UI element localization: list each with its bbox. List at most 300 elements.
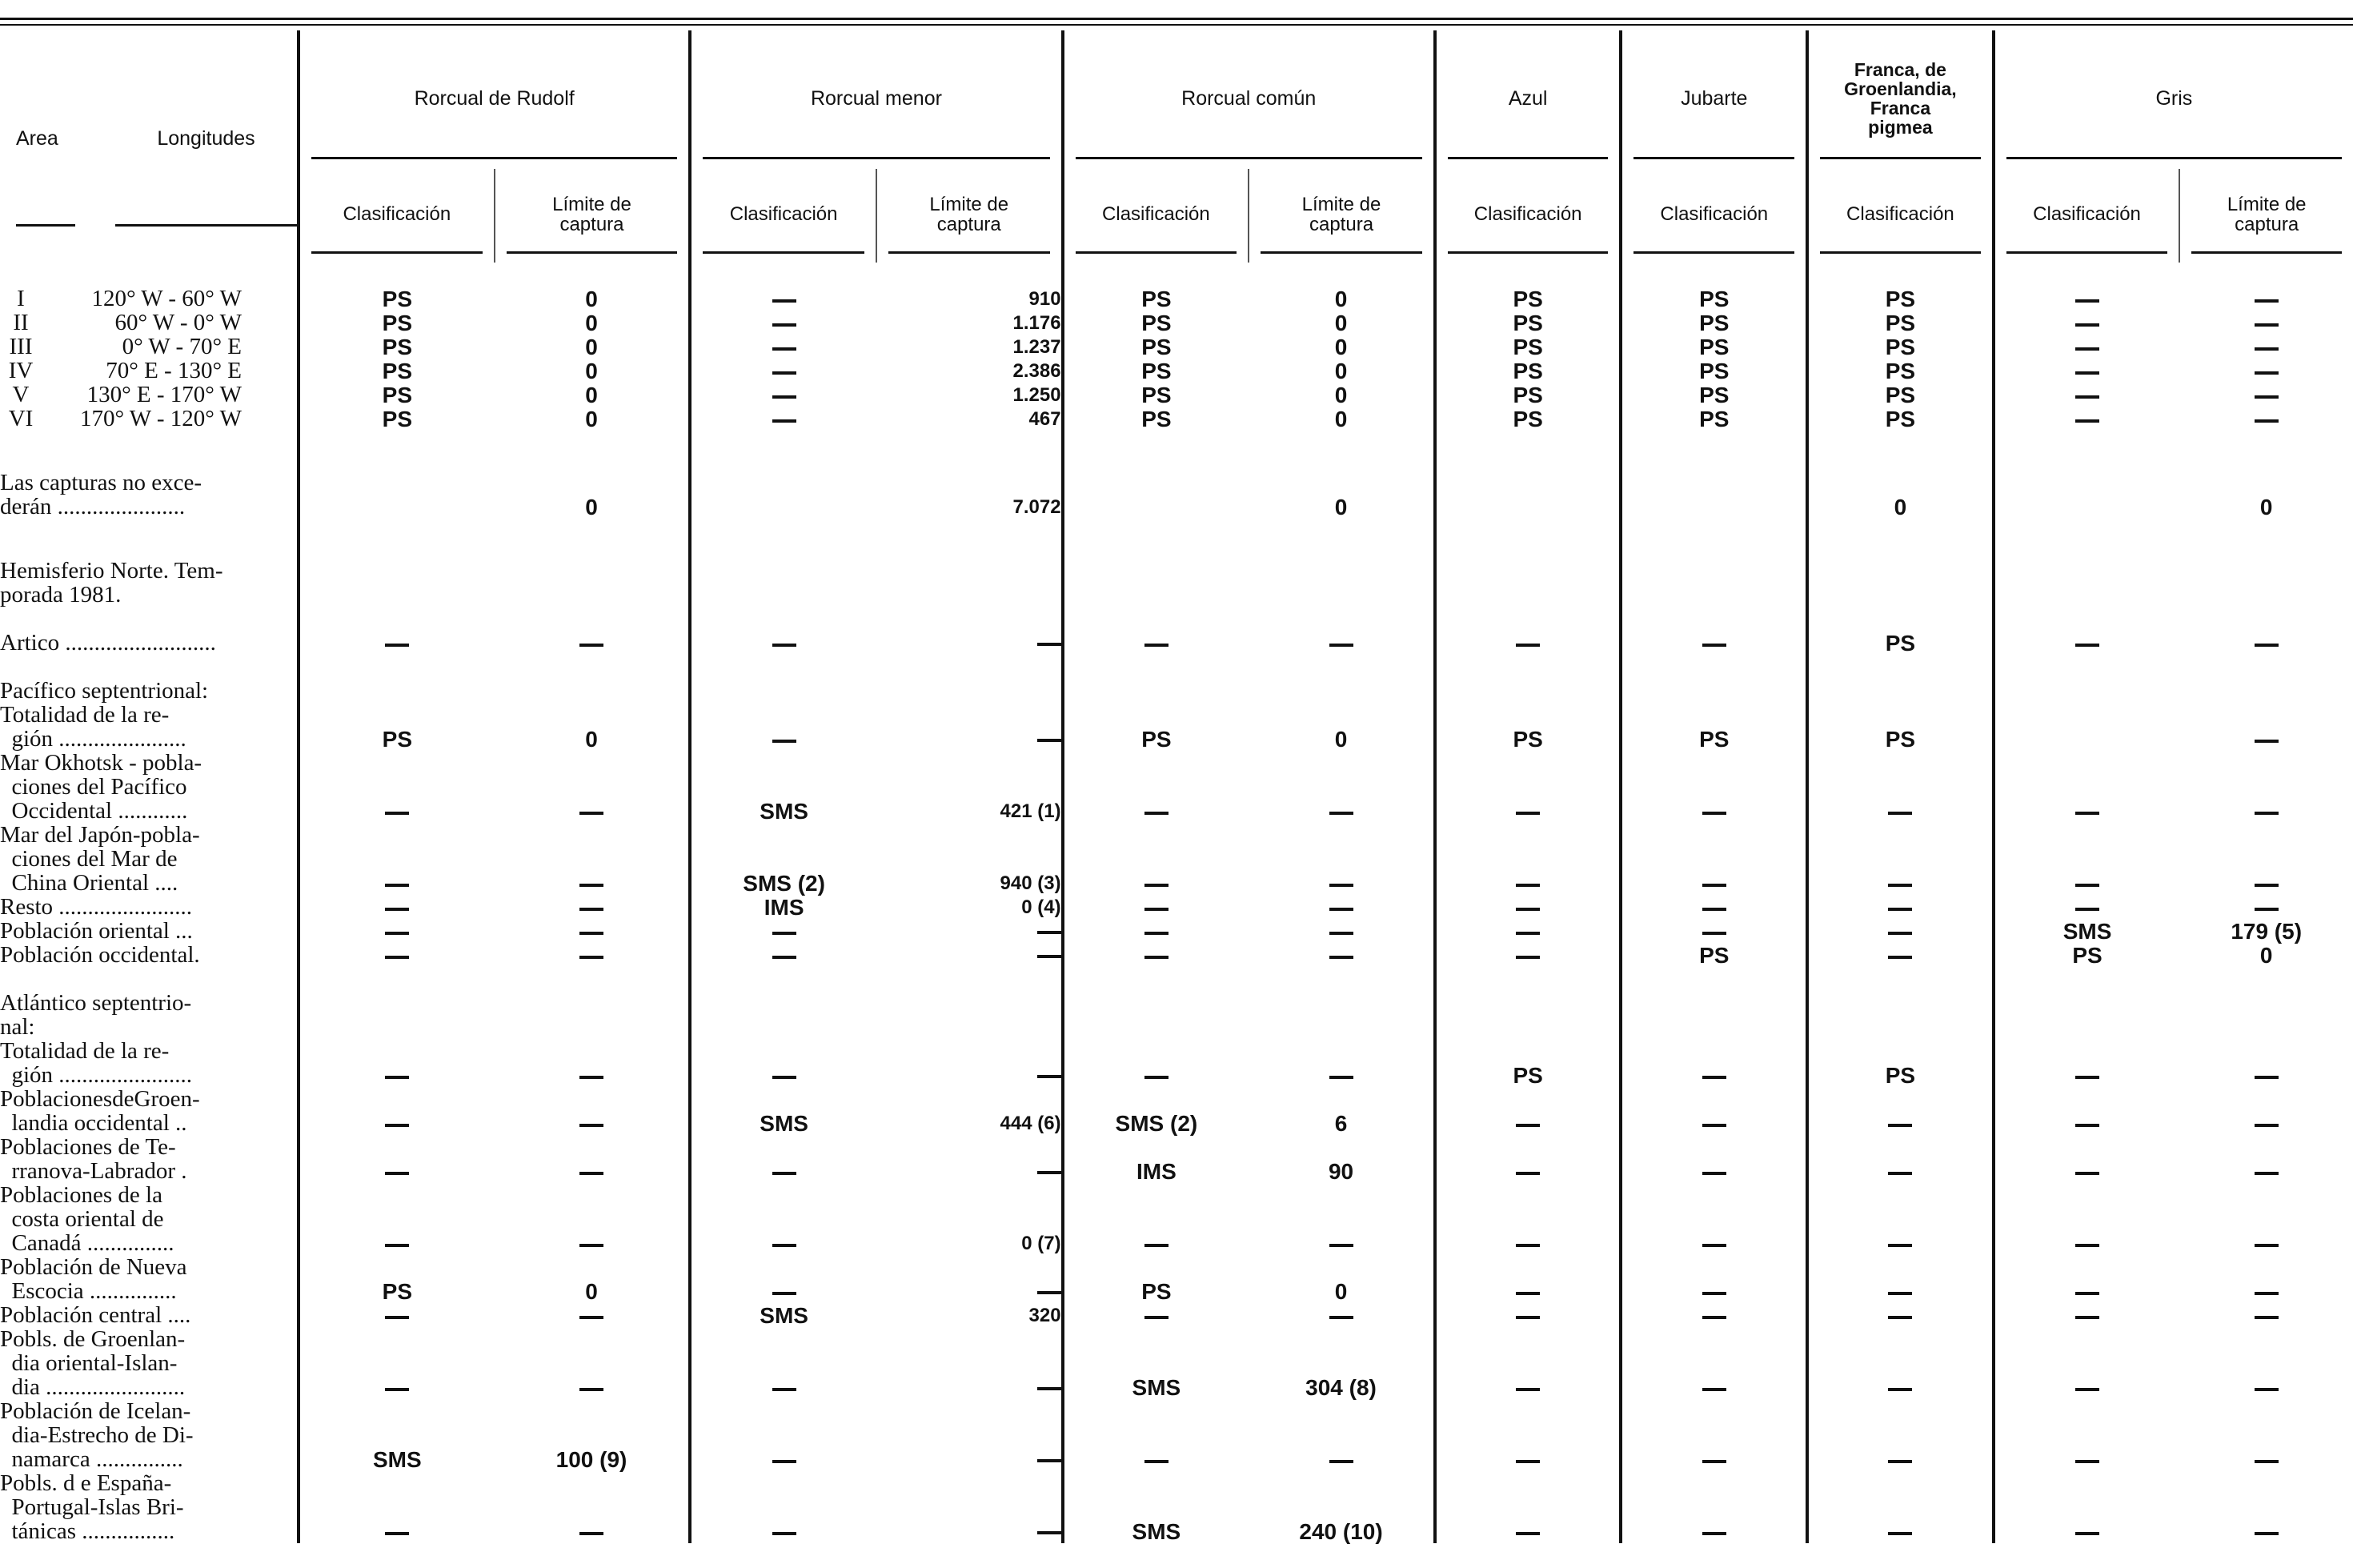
sub-lim-3: Límite de captura bbox=[1249, 169, 1435, 263]
empty-cell bbox=[1063, 967, 1249, 1039]
table-cell: PS bbox=[1063, 287, 1249, 311]
table-cell bbox=[876, 607, 1063, 655]
table-cell bbox=[1994, 359, 2180, 383]
table-cell bbox=[690, 431, 876, 519]
table-cell: IMS bbox=[690, 895, 876, 919]
dash-mark bbox=[1037, 1531, 1061, 1534]
table-cell bbox=[1063, 1399, 1249, 1471]
table-cell: PS bbox=[299, 359, 495, 383]
dash-mark bbox=[1888, 884, 1912, 887]
empty-cell bbox=[1994, 967, 2180, 1039]
dash-mark bbox=[2255, 644, 2279, 647]
table-cell bbox=[1435, 1087, 1621, 1135]
row-label: Resto ....................... bbox=[0, 894, 193, 920]
table-cell: PS bbox=[299, 1255, 495, 1303]
table-cell bbox=[1435, 607, 1621, 655]
dash-mark bbox=[1144, 908, 1168, 911]
table-cell bbox=[495, 1327, 691, 1399]
dash-mark bbox=[2255, 323, 2279, 327]
table-cell bbox=[1994, 431, 2180, 519]
table-cell bbox=[1435, 1327, 1621, 1399]
table-cell bbox=[1063, 431, 1249, 519]
dash-mark bbox=[385, 1532, 409, 1535]
table-row bbox=[0, 1327, 2353, 1399]
table-cell: 0 bbox=[585, 407, 598, 431]
table-cell bbox=[1994, 1039, 2180, 1087]
table-cell: PS bbox=[1063, 335, 1249, 359]
dash-mark bbox=[579, 908, 603, 911]
table-cell: 0 bbox=[585, 287, 598, 311]
table-row bbox=[0, 943, 2353, 967]
table-cell bbox=[495, 1303, 691, 1327]
dash-mark bbox=[772, 347, 796, 351]
dash-mark bbox=[1037, 955, 1061, 958]
table-cell bbox=[1994, 751, 2180, 823]
empty-cell bbox=[1249, 519, 1435, 607]
table-cell: PS bbox=[1807, 335, 1994, 359]
table-cell bbox=[495, 607, 691, 655]
table-cell: PS bbox=[1807, 311, 1994, 335]
dash-mark bbox=[2255, 884, 2279, 887]
table-cell bbox=[495, 1471, 691, 1543]
row-label: Totalidad de la re- gión ...................... bbox=[0, 702, 186, 752]
table-cell bbox=[1249, 919, 1435, 943]
table-cell bbox=[1621, 1183, 1807, 1255]
area-roman: III bbox=[9, 334, 33, 359]
table-cell bbox=[299, 919, 495, 943]
spacer-row bbox=[0, 263, 2353, 287]
table-cell: 0 bbox=[1334, 335, 1348, 359]
table-cell bbox=[495, 823, 691, 895]
dash-mark bbox=[772, 323, 796, 327]
table-cell bbox=[1621, 919, 1807, 943]
dash-mark bbox=[1888, 956, 1912, 959]
table-cell: 0 bbox=[1334, 495, 1348, 519]
longitude-range: 170° W - 120° W bbox=[79, 406, 242, 431]
table-cell: 940 (3) bbox=[1000, 872, 1061, 894]
table-cell bbox=[1807, 919, 1994, 943]
dash-mark bbox=[385, 1076, 409, 1079]
dash-mark bbox=[1516, 812, 1540, 815]
table-cell bbox=[2179, 335, 2353, 359]
table-cell bbox=[1249, 1039, 1435, 1087]
dash-mark bbox=[772, 740, 796, 743]
dash-mark bbox=[1037, 739, 1061, 742]
table-cell bbox=[1807, 1303, 1994, 1327]
table-cell: PS bbox=[1621, 407, 1807, 431]
table-cell bbox=[2179, 1087, 2353, 1135]
dash-mark bbox=[2255, 347, 2279, 351]
dash-mark bbox=[579, 1532, 603, 1535]
dash-mark bbox=[2255, 1124, 2279, 1127]
dash-mark bbox=[772, 371, 796, 375]
group-azul: Azul bbox=[1435, 30, 1621, 169]
table-cell: 90 bbox=[1328, 1159, 1354, 1184]
table-cell: PS bbox=[1621, 943, 1807, 967]
table-cell: PS bbox=[1621, 703, 1807, 751]
table-cell: 0 bbox=[585, 311, 598, 335]
dash-mark bbox=[1702, 884, 1726, 887]
area-roman: IV bbox=[8, 358, 34, 383]
table-cell: PS bbox=[1063, 359, 1249, 383]
empty-cell bbox=[1063, 655, 1249, 703]
dash-mark bbox=[579, 932, 603, 935]
row-label bbox=[0, 359, 299, 383]
group-comun: Rorcual común bbox=[1063, 30, 1435, 169]
table-cell bbox=[2179, 1135, 2353, 1183]
empty-cell bbox=[1435, 655, 1621, 703]
dash-mark bbox=[2075, 1316, 2099, 1319]
empty-cell bbox=[1807, 655, 1994, 703]
group-franca: Franca, de Groenlandia, Franca pigmea bbox=[1807, 30, 1994, 169]
table-row bbox=[0, 823, 2353, 895]
dash-mark bbox=[772, 1460, 796, 1463]
table-cell: PS bbox=[1994, 943, 2180, 967]
dash-mark bbox=[385, 644, 409, 647]
dash-mark bbox=[1144, 884, 1168, 887]
table-cell bbox=[2179, 1327, 2353, 1399]
dash-mark bbox=[579, 812, 603, 815]
dash-mark bbox=[1037, 1075, 1061, 1078]
dash-mark bbox=[772, 1292, 796, 1295]
area-roman: I bbox=[17, 286, 25, 311]
table-cell: 0 (7) bbox=[1021, 1233, 1061, 1254]
table-cell bbox=[2179, 287, 2353, 311]
table-cell bbox=[2179, 1039, 2353, 1087]
empty-cell bbox=[1435, 967, 1621, 1039]
table-cell bbox=[1621, 895, 1807, 919]
table-cell bbox=[1435, 1255, 1621, 1303]
table-row bbox=[0, 1303, 2353, 1327]
table-row bbox=[0, 1087, 2353, 1135]
table-cell bbox=[690, 287, 876, 311]
dash-mark bbox=[1037, 1387, 1061, 1390]
table-cell bbox=[1249, 823, 1435, 895]
section-title: Atlántico septentrio- nal: bbox=[0, 990, 192, 1040]
dash-mark bbox=[1702, 1124, 1726, 1127]
table-cell bbox=[299, 943, 495, 967]
empty-cell bbox=[876, 655, 1063, 703]
row-label: Pobls. de Groenlan- dia oriental-Islan- dia ........................ bbox=[0, 1326, 186, 1400]
dash-mark bbox=[2075, 884, 2099, 887]
table-cell bbox=[1435, 919, 1621, 943]
table-cell bbox=[876, 943, 1063, 967]
table-cell bbox=[1249, 1183, 1435, 1255]
dash-mark bbox=[2075, 1076, 2099, 1079]
table-cell bbox=[1063, 895, 1249, 919]
table-cell bbox=[876, 1399, 1063, 1471]
empty-cell bbox=[1249, 263, 1435, 287]
table-cell bbox=[299, 1303, 495, 1327]
dash-mark bbox=[1888, 1244, 1912, 1247]
table-cell: SMS (2) bbox=[690, 823, 876, 895]
table-cell bbox=[1621, 1471, 1807, 1543]
area-header bbox=[0, 30, 299, 263]
dash-mark bbox=[1516, 1532, 1540, 1535]
sub-clas-4: Clasificación bbox=[1435, 169, 1621, 263]
dash-mark bbox=[2255, 419, 2279, 423]
dash-mark bbox=[772, 1388, 796, 1391]
table-cell bbox=[1621, 607, 1807, 655]
empty-cell bbox=[2179, 655, 2353, 703]
table-cell bbox=[690, 703, 876, 751]
dash-mark bbox=[385, 1172, 409, 1175]
section-title: Hemisferio Norte. Tem- porada 1981. bbox=[0, 558, 223, 608]
dash-mark bbox=[1888, 1124, 1912, 1127]
empty-cell bbox=[1435, 519, 1621, 607]
table-cell: 0 bbox=[1807, 431, 1994, 519]
dash-mark bbox=[385, 884, 409, 887]
table-cell bbox=[1807, 823, 1994, 895]
dash-mark bbox=[1888, 812, 1912, 815]
dash-mark bbox=[1329, 956, 1353, 959]
table-cell: IMS bbox=[1063, 1135, 1249, 1183]
row-label bbox=[0, 383, 299, 407]
table-cell: 320 bbox=[1028, 1305, 1061, 1326]
dash-mark bbox=[1702, 812, 1726, 815]
dash-mark bbox=[1888, 1292, 1912, 1295]
table-cell: 910 bbox=[1028, 288, 1061, 310]
group-jubarte: Jubarte bbox=[1621, 30, 1807, 169]
table-cell bbox=[1994, 823, 2180, 895]
table-cell bbox=[495, 919, 691, 943]
table-cell bbox=[2179, 1399, 2353, 1471]
table-cell: PS bbox=[1435, 359, 1621, 383]
table-row bbox=[0, 895, 2353, 919]
dash-mark bbox=[1888, 908, 1912, 911]
table-cell: SMS bbox=[690, 1087, 876, 1135]
dash-mark bbox=[1329, 932, 1353, 935]
table-cell bbox=[1621, 1303, 1807, 1327]
dash-mark bbox=[2075, 347, 2099, 351]
row-label bbox=[0, 407, 299, 431]
dash-mark bbox=[2075, 299, 2099, 303]
table-cell bbox=[1994, 311, 2180, 335]
dash-mark bbox=[2255, 1076, 2279, 1079]
table-cell bbox=[299, 1039, 495, 1087]
dash-mark bbox=[772, 956, 796, 959]
dash-mark bbox=[1888, 1532, 1912, 1535]
table-cell bbox=[876, 1135, 1063, 1183]
sub-lim-1: Límite de captura bbox=[495, 169, 691, 263]
dash-mark bbox=[1702, 1460, 1726, 1463]
table-cell bbox=[876, 919, 1063, 943]
table-cell bbox=[1249, 607, 1435, 655]
sub-clas-2: Clasificación bbox=[690, 169, 876, 263]
table-cell: 1.176 bbox=[1012, 312, 1061, 334]
table-cell: PS bbox=[1807, 287, 1994, 311]
row-label: Población de Nueva Escocia ............... bbox=[0, 1254, 187, 1304]
longitude-range: 120° W - 60° W bbox=[91, 286, 242, 311]
table-row bbox=[0, 703, 2353, 751]
table-cell: SMS bbox=[1063, 1327, 1249, 1399]
dash-mark bbox=[2075, 419, 2099, 423]
dash-mark bbox=[1037, 931, 1061, 934]
table-cell: SMS bbox=[690, 751, 876, 823]
table-cell: 0 bbox=[1334, 1279, 1348, 1304]
dash-mark bbox=[772, 1076, 796, 1079]
table-cell: PS bbox=[299, 407, 495, 431]
table-cell bbox=[1063, 1303, 1249, 1327]
table-cell bbox=[495, 1183, 691, 1255]
dash-mark bbox=[1516, 1172, 1540, 1175]
table-cell: SMS bbox=[690, 1303, 876, 1327]
row-label: PoblacionesdeGroen- landia occidental .. bbox=[0, 1086, 200, 1136]
table-cell bbox=[299, 1183, 495, 1255]
dash-mark bbox=[1702, 644, 1726, 647]
table-cell bbox=[690, 943, 876, 967]
table-cell: PS bbox=[1807, 383, 1994, 407]
table-cell bbox=[876, 1255, 1063, 1303]
table-cell bbox=[1994, 335, 2180, 359]
dash-mark bbox=[772, 932, 796, 935]
dash-mark bbox=[1329, 1076, 1353, 1079]
table-cell: SMS (2) bbox=[1063, 1087, 1249, 1135]
table-cell: 0 bbox=[585, 359, 598, 383]
row-label: Población de Icelan- dia-Estrecho de Di- namarca ............... bbox=[0, 1398, 194, 1472]
dash-mark bbox=[579, 1076, 603, 1079]
dash-mark bbox=[1037, 1171, 1061, 1174]
empty-cell bbox=[2179, 263, 2353, 287]
dash-mark bbox=[579, 884, 603, 887]
table-cell bbox=[1994, 607, 2180, 655]
dash-mark bbox=[1516, 1388, 1540, 1391]
row-label: Totalidad de la re- gión ....................... bbox=[0, 1038, 193, 1088]
sub-lim-2: Límite de captura bbox=[876, 169, 1063, 263]
table-cell: 0 bbox=[585, 1279, 598, 1304]
table-cell bbox=[1435, 431, 1621, 519]
table-cell bbox=[1063, 751, 1249, 823]
quota-table bbox=[0, 30, 2353, 1543]
table-cell: 0 bbox=[1334, 727, 1348, 752]
table-cell bbox=[1249, 1303, 1435, 1327]
table-cell bbox=[876, 703, 1063, 751]
dash-mark bbox=[2075, 644, 2099, 647]
row-label: Artico .......................... bbox=[0, 630, 216, 656]
empty-cell bbox=[495, 967, 691, 1039]
group-menor: Rorcual menor bbox=[690, 30, 1062, 169]
table-cell: 7.072 bbox=[1012, 496, 1061, 518]
dash-mark bbox=[1329, 884, 1353, 887]
longitude-range: 60° W - 0° W bbox=[114, 310, 242, 335]
table-cell bbox=[1807, 1087, 1994, 1135]
empty-cell bbox=[1621, 967, 1807, 1039]
table-cell bbox=[690, 359, 876, 383]
dash-mark bbox=[1702, 1244, 1726, 1247]
table-cell bbox=[690, 311, 876, 335]
dash-mark bbox=[1144, 956, 1168, 959]
dash-mark bbox=[772, 419, 796, 423]
empty-cell bbox=[1807, 967, 1994, 1039]
table-cell bbox=[299, 431, 495, 519]
longitude-range: 70° E - 130° E bbox=[106, 358, 242, 383]
dash-mark bbox=[2075, 395, 2099, 399]
dash-mark bbox=[2075, 1388, 2099, 1391]
table-cell bbox=[1063, 1183, 1249, 1255]
table-cell bbox=[1435, 1471, 1621, 1543]
empty-cell bbox=[2179, 519, 2353, 607]
dash-mark bbox=[2075, 371, 2099, 375]
dash-mark bbox=[1516, 932, 1540, 935]
table-cell: 0 bbox=[1334, 407, 1348, 431]
dash-mark bbox=[1329, 1460, 1353, 1463]
area-roman: II bbox=[13, 310, 29, 335]
table-cell: 304 (8) bbox=[1305, 1375, 1377, 1400]
dash-mark bbox=[579, 1172, 603, 1175]
table-row bbox=[0, 359, 2353, 383]
empty-cell bbox=[2179, 967, 2353, 1039]
table-cell bbox=[1435, 751, 1621, 823]
sub-clas-1: Clasificación bbox=[299, 169, 495, 263]
table-cell bbox=[1063, 919, 1249, 943]
dash-mark bbox=[579, 1388, 603, 1391]
table-cell: PS bbox=[1435, 1039, 1621, 1087]
table-cell bbox=[1994, 287, 2180, 311]
table-cell: PS bbox=[1621, 287, 1807, 311]
dash-mark bbox=[2255, 299, 2279, 303]
table-row bbox=[0, 383, 2353, 407]
table-cell bbox=[495, 1135, 691, 1183]
dash-mark bbox=[385, 932, 409, 935]
area-roman: VI bbox=[8, 406, 34, 431]
dash-mark bbox=[772, 644, 796, 647]
dash-mark bbox=[772, 395, 796, 399]
table-cell bbox=[1621, 751, 1807, 823]
dash-mark bbox=[385, 812, 409, 815]
table-cell bbox=[690, 1135, 876, 1183]
table-cell: PS bbox=[1063, 407, 1249, 431]
table-cell bbox=[690, 1471, 876, 1543]
dash-mark bbox=[2075, 1124, 2099, 1127]
table-cell: 444 (6) bbox=[1000, 1113, 1061, 1134]
table-cell bbox=[1994, 407, 2180, 431]
empty-cell bbox=[1807, 519, 1994, 607]
table-cell bbox=[2179, 1183, 2353, 1255]
table-cell: 421 (1) bbox=[1000, 800, 1061, 822]
dash-mark bbox=[1516, 1460, 1540, 1463]
empty-cell bbox=[690, 519, 876, 607]
row-label: Las capturas no exce- derán ...................... bbox=[0, 470, 202, 519]
table-cell bbox=[1621, 1327, 1807, 1399]
table-cell bbox=[690, 1327, 876, 1399]
table-body bbox=[0, 263, 2353, 1543]
sub-lim-7: Límite de captura bbox=[2179, 169, 2353, 263]
table-cell bbox=[1249, 1399, 1435, 1471]
empty-cell bbox=[1994, 263, 2180, 287]
dash-mark bbox=[385, 908, 409, 911]
empty-cell bbox=[299, 519, 495, 607]
table-cell bbox=[299, 751, 495, 823]
table-cell bbox=[876, 1471, 1063, 1543]
dash-mark bbox=[1888, 1460, 1912, 1463]
table-cell bbox=[1621, 1135, 1807, 1183]
table-cell bbox=[1063, 607, 1249, 655]
dash-mark bbox=[579, 644, 603, 647]
table-cell: PS bbox=[1621, 311, 1807, 335]
dash-mark bbox=[1702, 1532, 1726, 1535]
dash-mark bbox=[385, 1124, 409, 1127]
table-row bbox=[0, 1135, 2353, 1183]
dash-mark bbox=[772, 1172, 796, 1175]
dash-mark bbox=[1888, 1316, 1912, 1319]
table-cell bbox=[1807, 895, 1994, 919]
dash-mark bbox=[1144, 1316, 1168, 1319]
table-cell bbox=[495, 751, 691, 823]
dash-mark bbox=[385, 1244, 409, 1247]
sub-clas-7: Clasificación bbox=[1994, 169, 2180, 263]
table-cell: 0 bbox=[1334, 383, 1348, 407]
row-label bbox=[0, 287, 299, 311]
